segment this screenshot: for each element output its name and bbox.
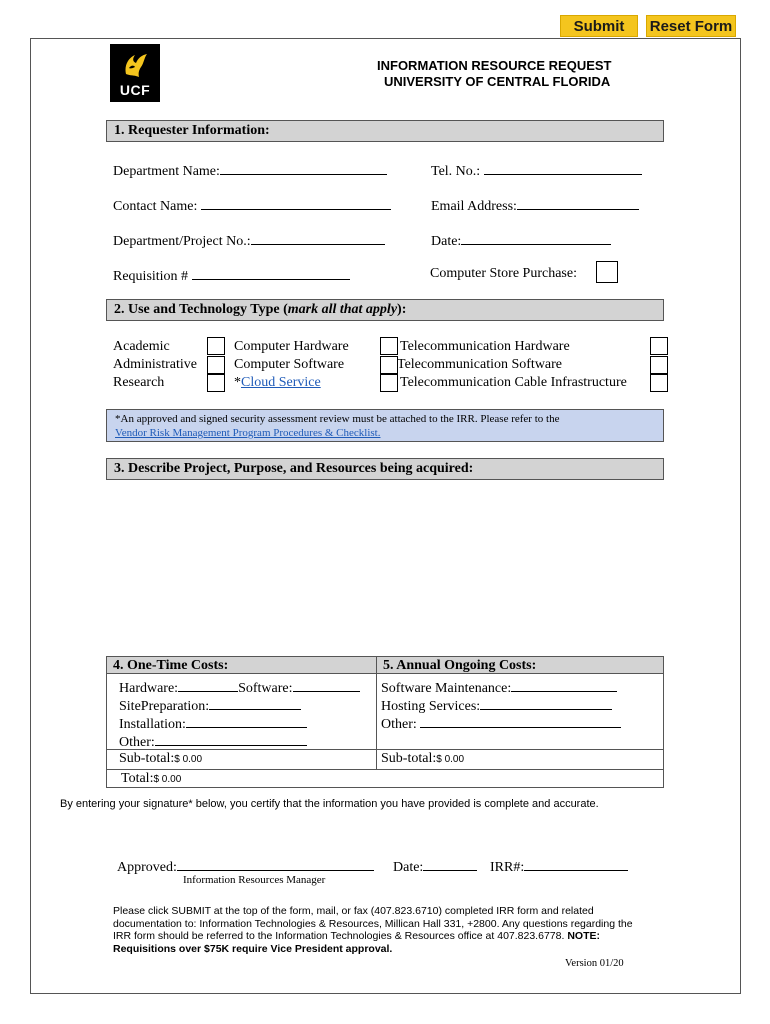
section-4-heading — [107, 657, 376, 674]
one-time-subtotal-value: $ 0.00 — [174, 754, 203, 765]
vendor-risk-link[interactable]: Vendor Risk Management Program Procedures & Checklist. — [115, 427, 381, 439]
dept-project-field[interactable] — [113, 231, 385, 250]
date-field[interactable] — [431, 231, 611, 250]
telecom-software-label: Telecommunication Software — [397, 357, 563, 372]
requisition-label: Requisition # — [113, 269, 189, 284]
tel-no-input[interactable] — [484, 161, 642, 175]
email-label: Email Address: — [431, 199, 517, 214]
requisition-field[interactable] — [113, 266, 350, 285]
installation-field[interactable] — [119, 714, 307, 733]
department-name-field[interactable] — [113, 161, 387, 180]
contact-name-input[interactable] — [201, 196, 391, 210]
hosting-field[interactable] — [381, 696, 612, 715]
section-5-heading: 5. Annual Ongoing Costs: — [377, 657, 663, 674]
computer-store-label: Computer Store Purchase: — [430, 266, 577, 281]
installation-input[interactable] — [186, 714, 307, 728]
site-prep-label: SitePreparation: — [119, 699, 210, 714]
section-2-heading-italic: mark all that apply — [287, 302, 398, 317]
submission-instructions — [113, 905, 643, 955]
email-input[interactable] — [517, 196, 639, 210]
computer-store-checkbox[interactable] — [596, 261, 618, 283]
annual-subtotal-value: $ 0.00 — [436, 754, 465, 765]
hosting-label: Hosting Services: — [381, 699, 481, 714]
one-time-subtotal — [119, 751, 202, 768]
telecom-hardware-label: Telecommunication Hardware — [400, 339, 570, 354]
security-note — [106, 409, 664, 442]
site-prep-field[interactable] — [119, 696, 301, 715]
dept-project-input[interactable] — [251, 231, 385, 245]
one-time-other-label: Other: — [119, 735, 155, 750]
section-1-heading: 1. Requester Information: — [106, 120, 664, 142]
approval-date-input[interactable] — [423, 857, 477, 871]
hardware-input[interactable] — [178, 678, 238, 692]
use-administrative-label: Administrative — [113, 357, 197, 372]
cloud-service-label — [234, 375, 321, 391]
site-prep-input[interactable] — [209, 696, 301, 710]
computer-hardware-label: Computer Hardware — [234, 339, 349, 354]
section-2-heading — [106, 299, 664, 321]
research-checkbox[interactable] — [207, 374, 225, 392]
grand-total-label: Total: — [121, 771, 154, 786]
annual-other-field[interactable] — [381, 714, 621, 733]
section-2-heading-suffix: ): — [397, 302, 407, 317]
annual-costs-column — [377, 657, 663, 770]
reset-form-button[interactable]: Reset Form — [646, 15, 736, 37]
computer-hardware-checkbox[interactable] — [380, 337, 398, 355]
department-name-input[interactable] — [220, 161, 387, 175]
computer-software-label: Computer Software — [234, 357, 345, 372]
annual-other-input[interactable] — [420, 714, 621, 728]
department-name-label: Department Name: — [113, 164, 220, 179]
one-time-other-input[interactable] — [155, 732, 307, 746]
use-research-label: Research — [113, 375, 165, 390]
use-academic-label: Academic — [113, 339, 170, 354]
version-label: Version 01/20 — [565, 958, 624, 969]
telecom-software-checkbox[interactable] — [650, 356, 668, 374]
annual-subtotal-label: Sub-total: — [381, 751, 437, 766]
section-2-heading-prefix: 2. Use and Technology Type ( — [114, 302, 288, 317]
software-input[interactable] — [293, 678, 360, 692]
vp-approval-note: NOTE: Requisitions over $75K require Vice President approval. — [113, 930, 600, 955]
software-maintenance-input[interactable] — [511, 678, 617, 692]
software-maintenance-field[interactable] — [381, 678, 617, 697]
requisition-input[interactable] — [192, 266, 350, 280]
form-title: INFORMATION RESOURCE REQUEST — [377, 58, 612, 73]
cloud-service-link[interactable]: Cloud Service — [241, 375, 321, 390]
cost-box — [106, 656, 664, 788]
logo-text: UCF — [119, 82, 151, 98]
submit-button[interactable]: Submit — [560, 15, 638, 37]
tel-no-label: Tel. No.: — [431, 164, 481, 179]
approved-label: Approved: — [117, 860, 177, 875]
grand-total — [121, 771, 181, 788]
approved-input[interactable] — [177, 857, 374, 871]
irr-field[interactable] — [490, 857, 628, 876]
pegasus-icon — [120, 50, 150, 80]
computer-software-checkbox[interactable] — [380, 356, 398, 374]
date-input[interactable] — [461, 231, 611, 245]
annual-other-label: Other: — [381, 717, 417, 732]
contact-name-field[interactable] — [113, 196, 391, 215]
telecom-hardware-checkbox[interactable] — [650, 337, 668, 355]
hardware-label: Hardware: — [119, 681, 179, 696]
administrative-checkbox[interactable] — [207, 356, 225, 374]
annual-subtotal-divider — [377, 749, 663, 750]
section-3-heading: 3. Describe Project, Purpose, and Resources being acquired: — [106, 458, 664, 480]
section-4-number: 4. — [113, 658, 124, 673]
approval-date-label: Date: — [393, 860, 424, 875]
irr-label: IRR#: — [490, 860, 525, 875]
email-field[interactable] — [431, 196, 639, 215]
hosting-input[interactable] — [480, 696, 612, 710]
telecom-cable-label: Telecommunication Cable Infrastructure — [400, 375, 627, 390]
telecom-cable-checkbox[interactable] — [650, 374, 668, 392]
project-description-area[interactable] — [106, 481, 664, 651]
grand-total-value: $ 0.00 — [153, 774, 182, 785]
instructions-text: Please click SUBMIT at the top of the form, mail, or fax (407.823.6710) completed IRR form and related documentation to: Information Technologies & Resources, Millican Hall 331, +2800. Any questions regarding the IRR form should be referred to the Information Technologies & Resources office at 407.823.6778. — [113, 905, 633, 942]
annual-subtotal — [381, 751, 464, 768]
approval-date-field[interactable] — [393, 857, 477, 876]
one-time-subtotal-label: Sub-total: — [119, 751, 175, 766]
software-label: Software: — [238, 681, 293, 696]
cloud-service-asterisk: * — [234, 375, 241, 390]
total-divider — [107, 769, 663, 770]
section-4-title: One-Time Costs: — [123, 658, 229, 673]
installation-label: Installation: — [119, 717, 186, 732]
ucf-logo — [110, 44, 160, 102]
hardware-field[interactable] — [119, 678, 360, 697]
subtotal-divider — [107, 749, 376, 750]
security-note-text: *An approved and signed security assessment review must be attached to the IRR. Please refer to the — [115, 413, 560, 425]
irr-input[interactable] — [524, 857, 628, 871]
cloud-service-checkbox[interactable] — [380, 374, 398, 392]
one-time-costs-column — [107, 657, 377, 770]
contact-name-label: Contact Name: — [113, 199, 198, 214]
date-label: Date: — [431, 234, 462, 249]
tel-no-field[interactable] — [431, 161, 642, 180]
certification-text: By entering your signature* below, you certify that the information you have provided is complete and accurate. — [60, 798, 599, 810]
academic-checkbox[interactable] — [207, 337, 225, 355]
dept-project-label: Department/Project No.: — [113, 234, 251, 249]
university-name: UNIVERSITY OF CENTRAL FLORIDA — [384, 74, 611, 89]
manager-caption: Information Resources Manager — [183, 874, 326, 886]
software-maintenance-label: Software Maintenance: — [381, 681, 512, 696]
